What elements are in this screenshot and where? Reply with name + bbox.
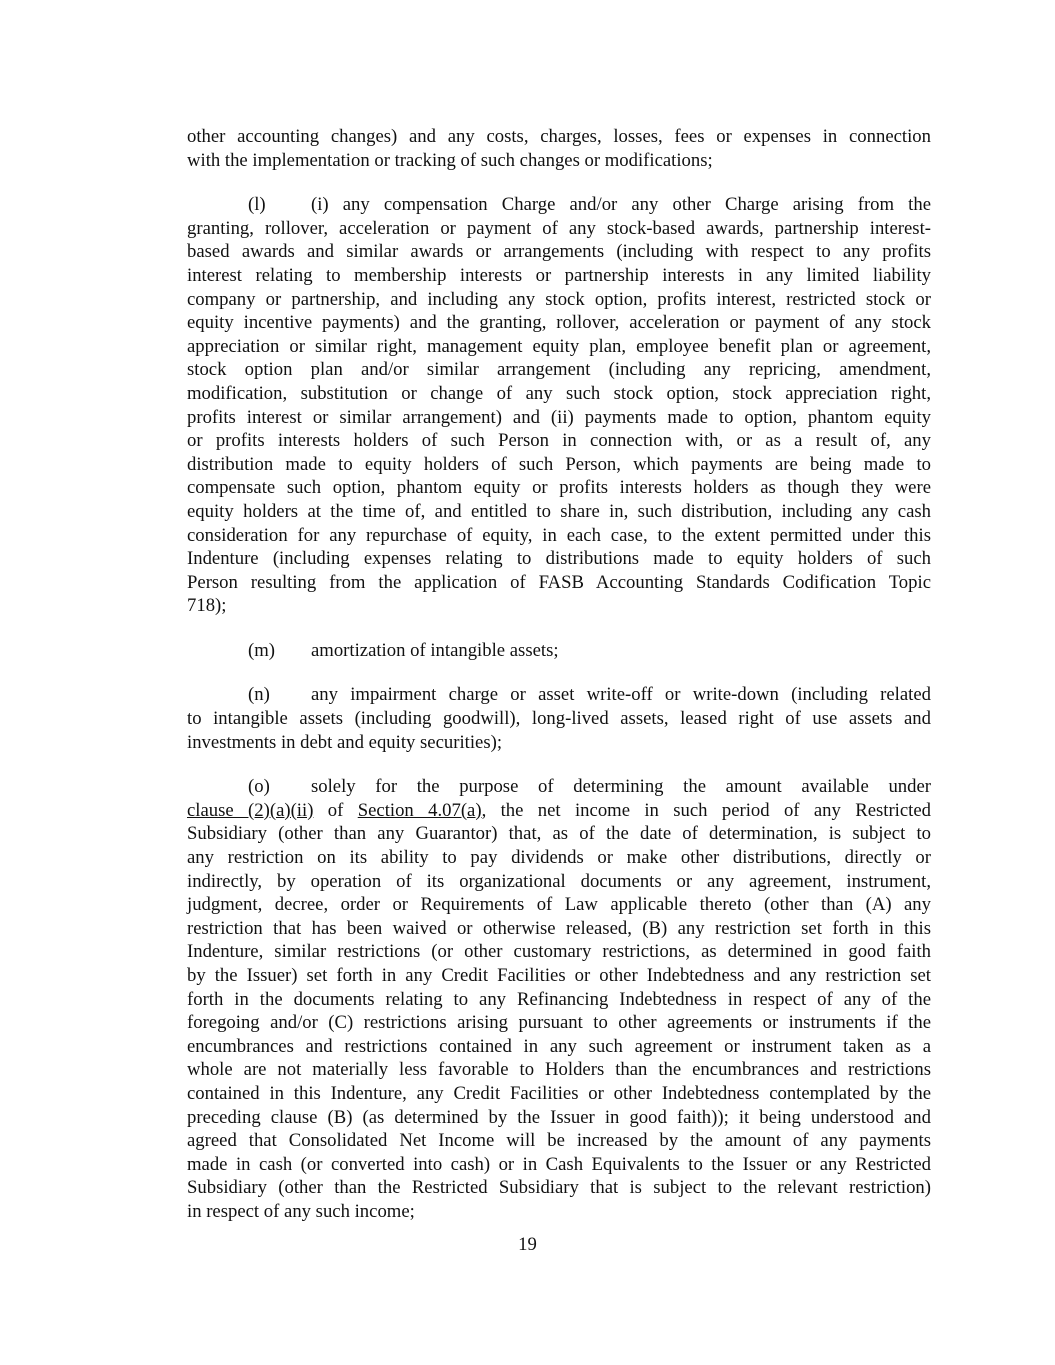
text-line: contained in this Indenture, any Credit Facilities or other Indebtedness contemplated by the <box>187 1082 931 1104</box>
paragraph-l <box>187 193 931 618</box>
text-line: whole are not materially less favorable to Holders than the encumbrances and restrictions <box>187 1059 931 1081</box>
clause-label: (l) <box>248 194 266 216</box>
clause-label: (o) <box>248 776 270 798</box>
text-line: foregoing and/or (C) restrictions arising pursuant to other agreements or instruments if the <box>187 1012 931 1034</box>
text-line: granting, rollover, acceleration or payment of any stock-based awards, partnership interest- <box>187 217 931 239</box>
text-line: stock option plan and/or similar arrangement (including any repricing, amendment, <box>187 359 931 381</box>
clause-text: (i) any compensation Charge and/or any other Charge arising from the <box>311 194 931 216</box>
paragraph-m <box>187 639 931 663</box>
clause-text: amortization of intangible assets; <box>311 639 559 661</box>
text-line: consideration for any repurchase of equity, in each case, to the extent permitted under this <box>187 524 931 546</box>
text-line: Indenture (including expenses relating to distributions made to equity holders of such <box>187 548 931 570</box>
text: of <box>313 799 358 821</box>
text-line: 718); <box>187 595 227 617</box>
text-line: other accounting changes) and any costs, charges, losses, fees or expenses in connection <box>187 126 931 147</box>
text-line: judgment, decree, order or Requirements of Law applicable thereto (other than (A) any <box>187 894 931 916</box>
clause-text: any impairment charge or asset write-off or write-down (including related <box>311 684 931 706</box>
text-line <box>187 799 931 823</box>
text-line <box>187 683 931 707</box>
text-line: in respect of any such income; <box>187 1200 415 1222</box>
cross-reference-link[interactable]: Section 4.07(a) <box>357 799 482 821</box>
text-line: any restriction on its ability to pay dividends or make other distributions, directly or <box>187 847 931 869</box>
page-number: 19 <box>518 1234 537 1255</box>
text-line: equity holders at the time of, and entitled to share in, such distribution, including any cash <box>187 500 931 522</box>
text-line: Subsidiary (other than the Restricted Subsidiary that is subject to the relevant restriction) <box>187 1177 931 1199</box>
text-line: compensate such option, phantom equity or profits interests holders as though they were <box>187 477 931 499</box>
paragraph-o <box>187 775 931 1223</box>
text-line: profits interest or similar arrangement) and (ii) payments made to option, phantom equity <box>187 406 931 428</box>
text-line: investments in debt and equity securities); <box>187 731 503 753</box>
clause-label: (m) <box>248 639 275 661</box>
text: , the net income in such period of any Restricted <box>481 799 931 821</box>
text-line: equity incentive payments) and the granting, rollover, acceleration or payment of any stock <box>187 312 931 334</box>
text-line: by the Issuer) set forth in any Credit Facilities or other Indebtedness and any restriction set <box>187 965 931 986</box>
text-line: made in cash (or converted into cash) or in Cash Equivalents to the Issuer or any Restricted <box>187 1153 931 1175</box>
text-line: Subsidiary (other than any Guarantor) that, as of the date of determination, is subject to <box>187 823 931 845</box>
paragraph-n <box>187 683 931 754</box>
document-body <box>187 125 931 1245</box>
text-line: forth in the documents relating to any Refinancing Indebtedness in respect of any of the <box>187 988 931 1010</box>
text-line: modification, substitution or change of any such stock option, stock appreciation right, <box>187 382 931 404</box>
text-line: preceding clause (B) (as determined by the Issuer in good faith)); it being understood and <box>187 1106 931 1128</box>
text-line <box>187 775 931 799</box>
text-line: agreed that Consolidated Net Income will be increased by the amount of any payments <box>187 1130 931 1152</box>
text-line: to intangible assets (including goodwill), long-lived assets, leased right of use assets and <box>187 708 931 730</box>
text-line: distribution made to equity holders of such Person, which payments are being made to <box>187 453 931 475</box>
text-line: restriction that has been waived or otherwise released, (B) any restriction set forth in this <box>187 917 931 939</box>
text-line: based awards and similar awards or arrangements (including with respect to any profits <box>187 241 931 263</box>
text-line <box>187 639 931 663</box>
text-line: encumbrances and restrictions contained in any such agreement or instrument taken as a <box>187 1035 931 1057</box>
text-line: company or partnership, and including any stock option, profits interest, restricted stock or <box>187 288 931 310</box>
clause-text: solely for the purpose of determining the amount available under <box>311 776 931 798</box>
text-line: Person resulting from the application of FASB Accounting Standards Codification Topic <box>187 571 931 593</box>
text-line: interest relating to membership interests or partnership interests in any limited liability <box>187 264 931 286</box>
text-line <box>187 193 931 217</box>
text-line: with the implementation or tracking of such changes or modifications; <box>187 149 713 171</box>
clause-label: (n) <box>248 684 270 706</box>
text-line: Indenture, similar restrictions (or other customary restrictions, as determined in good faith <box>187 941 931 963</box>
cross-reference-link[interactable]: clause (2)(a)(ii) <box>187 799 314 821</box>
text-line: appreciation or similar right, management equity plan, employee benefit plan or agreement, <box>187 335 931 357</box>
paragraph-continued <box>187 125 931 172</box>
text-line: or profits interests holders of such Person in connection with, or as a result of, any <box>187 430 931 452</box>
text-line: indirectly, by operation of its organizational documents or any agreement, instrument, <box>187 870 931 892</box>
